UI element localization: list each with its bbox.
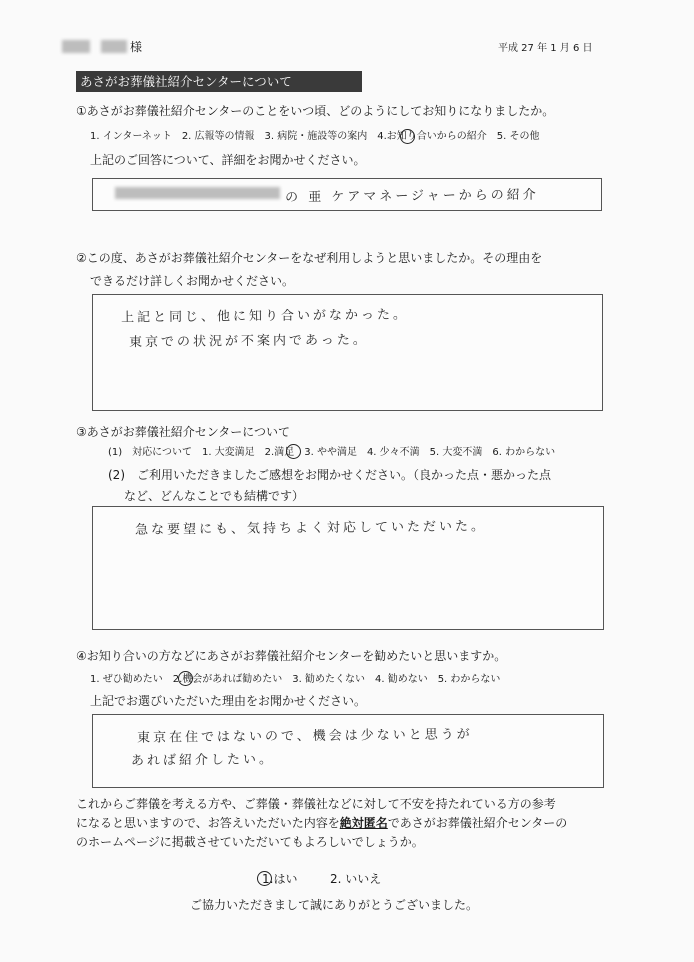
q4-options: 1. ぜひ勧めたい 2.機会があれば勧めたい 3. 勧めたくない 4. 勧めない 5. わからない (90, 674, 501, 685)
q1-options: 1. インターネット 2. 広報等の情報 3. 病院・施設等の案内 4.お知り合いからの紹介 5. その他 (90, 131, 540, 142)
q2-answer-box (92, 294, 603, 411)
q3-part1-options: (1) 対応について 1. 大変満足 2.満足 3. やや満足 4. 少々不満 5. 大変不満 6. わからない (108, 447, 556, 458)
q1-answer-box (92, 178, 602, 211)
q3-answer: 急な要望にも、気持ちよく対応していただいた。 (134, 519, 488, 538)
thanks: ご協力いただきまして誠にありがとうございました。 (190, 898, 479, 912)
q3-answer-box (92, 506, 604, 630)
consent-line2: になると思いますので、お答えいただいた内容を絶対匿名であさがお葬儀社紹介センターの (76, 816, 568, 830)
q4-answer-line2: あれば紹介したい。 (130, 752, 276, 769)
redacted-name-2 (101, 40, 127, 53)
q4-selected-mark (178, 671, 193, 686)
consent-line1: これからご葬儀を考える方や、ご葬儀・葬儀社などに対して不安を持たれている方の参考 (76, 797, 556, 811)
q4-answer-box (92, 714, 604, 788)
q1-selected-mark (400, 129, 415, 144)
q3-selected-mark (286, 444, 301, 459)
consent-line3: のホームページに掲載させていただいてもよろしいでしょうか。 (76, 835, 424, 849)
consent-no: 2. いいえ (330, 872, 382, 886)
q4-text: ④お知り合いの方などにあさがお葬儀社紹介センターを勧めたいと思いますか。 (76, 649, 507, 663)
q1-answer: の 亜 ケアマネージャーからの紹介 (284, 187, 539, 206)
q3-part2-line2: など、どんなことでも結構です） (124, 489, 305, 503)
q2-answer-line2: 東京での状況が不案内であった。 (128, 332, 369, 351)
q2-text-line2: できるだけ詳しくお聞かせください。 (90, 274, 295, 288)
q1-text: ①あさがお葬儀社紹介センターのことをいつ頃、どのようにしてお知りになりましたか。 (76, 104, 555, 118)
q4-reason-prompt: 上記でお選びいただいた理由をお聞かせください。 (90, 694, 367, 708)
q4-answer-line1: 東京在住ではないので、機会は少ないと思うが (136, 727, 473, 746)
q1-detail-prompt: 上記のご回答について、詳細をお聞かせください。 (90, 153, 366, 167)
consent-yes: 1.はい (262, 872, 298, 886)
consent-emphasis: 絶対匿名 (339, 816, 388, 830)
date: 平成 27 年 1 月 6 日 (498, 43, 593, 54)
q2-answer-line1: 上記と同じ、他に知り合いがなかった。 (120, 307, 410, 326)
q3-part2-line1: (2) ご利用いただきましたご感想をお聞かせください。（良かった点・悪かった点 (108, 468, 552, 482)
section-title: あさがお葬儀社紹介センターについて (76, 71, 362, 92)
q3-text: ③あさがお葬儀社紹介センターについて (76, 425, 291, 439)
honorific: 様 (130, 40, 143, 54)
q2-text-line1: ②この度、あさがお葬儀社紹介センターをなぜ利用しようと思いましたか。その理由を (76, 251, 543, 265)
redacted-answer (115, 187, 280, 199)
redacted-name-1 (62, 40, 90, 53)
